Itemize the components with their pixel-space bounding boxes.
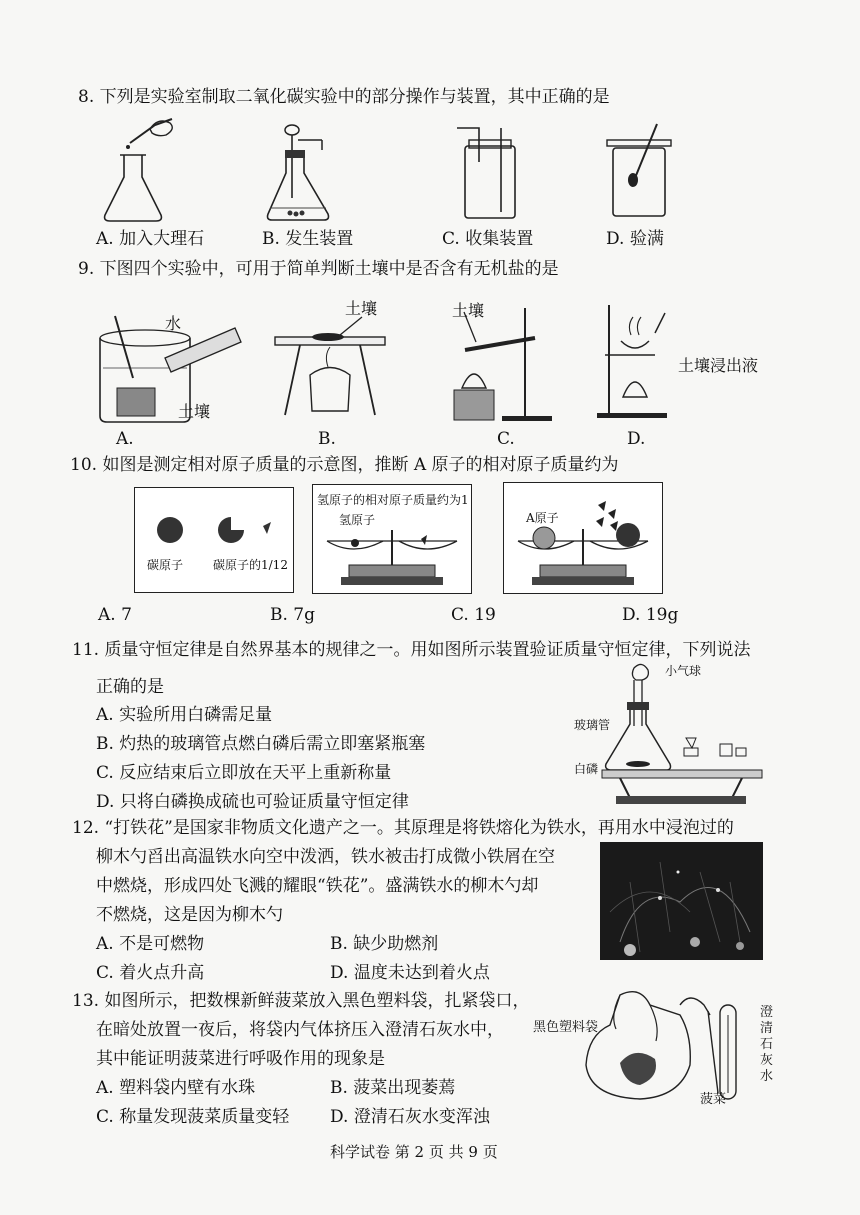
q13-limewater-char: 澄 xyxy=(760,1005,774,1020)
q10-label-carbon: 碳原子 xyxy=(147,558,184,572)
q13-limewater-char: 石 xyxy=(760,1037,774,1052)
q9-label-leachate: 土壤浸出液 xyxy=(678,356,759,375)
q12-line-2: 柳木勺舀出高温铁水向空中泼洒，铁水被击打成微小铁屑在空 xyxy=(96,847,555,867)
q9-label-soil-c: 土壤 xyxy=(452,301,485,320)
q11-label-balloon: 小气球 xyxy=(665,664,702,678)
q9-option-c: C. xyxy=(497,429,515,449)
q8-stem: 8. 下列是实验室制取二氧化碳实验中的部分操作与装置，其中正确的是 xyxy=(78,87,610,107)
q11-figure xyxy=(600,666,775,808)
q10-label-carbon-12: 碳原子的1/12 xyxy=(213,558,288,572)
q13-option-d: D. 澄清石灰水变浑浊 xyxy=(330,1107,490,1127)
q9-figure-d xyxy=(595,305,675,420)
q10-option-d: D. 19g xyxy=(622,605,679,625)
q12-line-3: 中燃烧，形成四处飞溅的耀眼“铁花”。盛满铁水的柳木勺却 xyxy=(96,876,539,896)
q12-option-b: B. 缺少助燃剂 xyxy=(330,934,439,954)
q8-option-d: D. 验满 xyxy=(606,229,664,249)
q9-option-b: B. xyxy=(318,429,336,449)
q10-option-c: C. 19 xyxy=(451,605,496,625)
q13-option-b: B. 菠菜出现萎蔫 xyxy=(330,1078,456,1098)
q11-stem-line-2: 正确的是 xyxy=(96,677,164,697)
q12-option-a: A. 不是可燃物 xyxy=(96,934,205,954)
q13-line-2: 在暗处放置一夜后，将袋内气体挤压入澄清石灰水中， xyxy=(96,1020,504,1040)
q8-figure-a xyxy=(100,115,190,225)
q13-line-3: 其中能证明菠菜进行呼吸作用的现象是 xyxy=(96,1049,385,1069)
q12-line-1: 12. “打铁花”是国家非物质文化遗产之一。其原理是将铁熔化为铁水，再用水中浸泡过的 xyxy=(72,818,734,838)
q8-option-a: A. 加入大理石 xyxy=(96,229,205,249)
q12-option-d: D. 温度未达到着火点 xyxy=(330,963,490,983)
q13-option-c: C. 称量发现菠菜质量变轻 xyxy=(96,1107,290,1127)
q12-iron-flower-photo xyxy=(600,842,763,960)
q9-label-water: 水 xyxy=(165,314,182,333)
q10-stem: 10. 如图是测定相对原子质量的示意图，推断 A 原子的相对原子质量约为 xyxy=(70,455,619,475)
q10-option-a: A. 7 xyxy=(98,605,132,625)
q10-label-hydrogen-title: 氢原子的相对原子质量约为1 xyxy=(317,493,469,507)
q13-label-limewater xyxy=(760,1005,776,1085)
q8-figure-d xyxy=(605,120,675,220)
q13-figure xyxy=(580,985,760,1103)
q10-label-hydrogen: 氢原子 xyxy=(339,513,376,527)
q11-stem-line-1: 11. 质量守恒定律是自然界基本的规律之一。用如图所示装置验证质量守恒定律，下列说法 xyxy=(72,640,751,660)
q13-limewater-char: 清 xyxy=(760,1021,774,1036)
q9-option-d: D. xyxy=(627,429,646,449)
q11-option-a: A. 实验所用白磷需足量 xyxy=(96,705,273,725)
q10-figure-3 xyxy=(503,482,663,594)
q9-label-soil-a: 土壤 xyxy=(178,402,211,421)
q13-line-1: 13. 如图所示，把数棵新鲜菠菜放入黑色塑料袋，扎紧袋口， xyxy=(72,991,530,1011)
q10-figure-2 xyxy=(312,484,472,594)
q11-label-phosphorus: 白磷 xyxy=(574,762,599,776)
q8-option-b: B. 发生装置 xyxy=(262,229,354,249)
q8-figure-c xyxy=(455,122,525,222)
q11-option-b: B. 灼热的玻璃管点燃白磷后需立即塞紧瓶塞 xyxy=(96,734,426,754)
q12-option-c: C. 着火点升高 xyxy=(96,963,205,983)
q10-figure-1 xyxy=(134,487,294,593)
q10-option-b: B. 7g xyxy=(270,605,315,625)
q11-label-tube: 玻璃管 xyxy=(574,718,611,732)
q13-option-a: A. 塑料袋内壁有水珠 xyxy=(96,1078,256,1098)
q11-option-d: D. 只将白磷换成硫也可验证质量守恒定律 xyxy=(96,792,409,812)
q13-label-spinach: 菠菜 xyxy=(700,1092,727,1107)
q8-option-c: C. 收集装置 xyxy=(442,229,534,249)
q11-option-c: C. 反应结束后立即放在天平上重新称量 xyxy=(96,763,392,783)
q9-figure-b xyxy=(270,315,390,425)
q8-figure-b xyxy=(262,118,342,228)
q9-option-a: A. xyxy=(116,429,134,449)
q13-limewater-char: 水 xyxy=(760,1069,774,1084)
q10-label-a-atom: A原子 xyxy=(526,511,559,525)
q9-label-soil-b: 土壤 xyxy=(345,299,378,318)
page-footer: 科学试卷 第 2 页 共 9 页 xyxy=(330,1143,498,1161)
q13-limewater-char: 灰 xyxy=(760,1053,774,1068)
q12-line-4: 不燃烧，这是因为柳木勺 xyxy=(96,905,283,925)
q13-label-bag: 黑色塑料袋 xyxy=(533,1020,599,1035)
q9-stem: 9. 下图四个实验中，可用于简单判断土壤中是否含有无机盐的是 xyxy=(78,259,559,279)
